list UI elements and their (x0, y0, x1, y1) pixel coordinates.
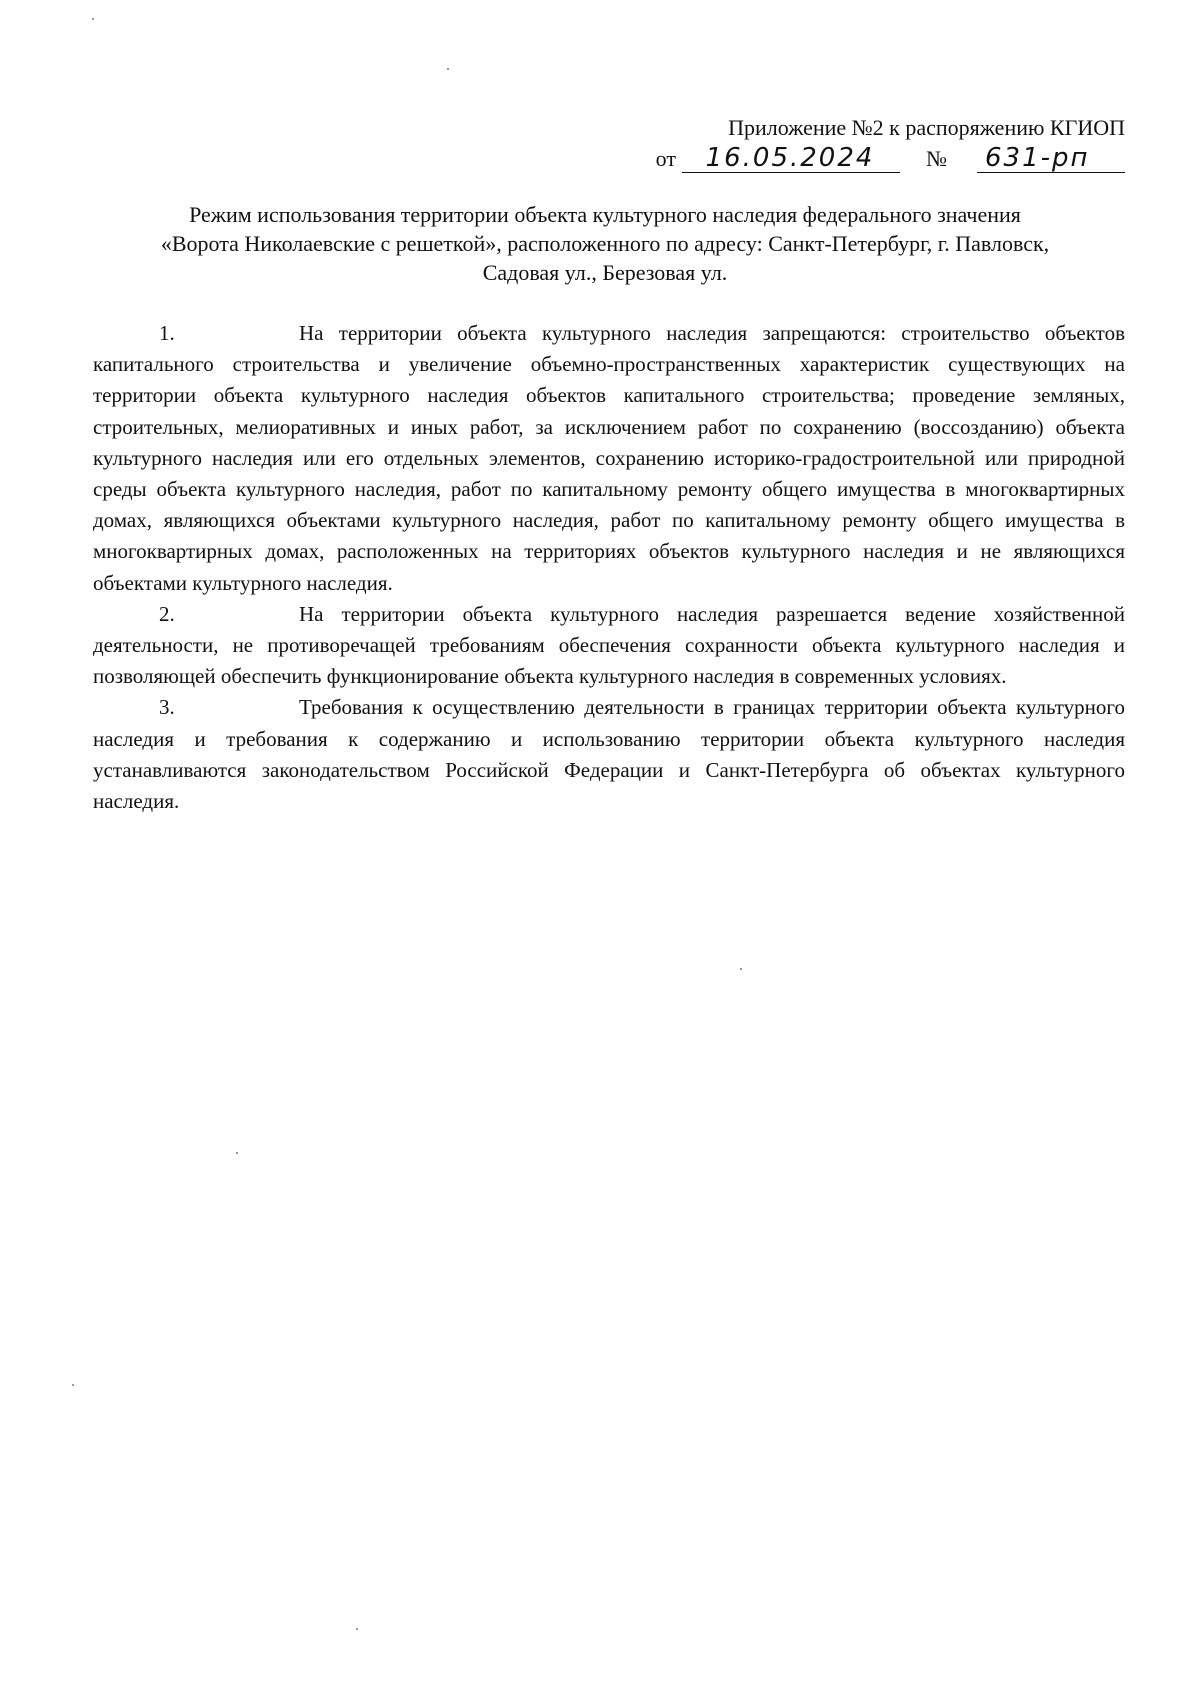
appendix-title: Приложение №2 к распоряжению КГИОП (728, 115, 1125, 140)
handwritten-number: 631-рп (977, 144, 1125, 173)
appendix-header (655, 114, 1125, 173)
scan-speck (72, 1384, 74, 1386)
title-line-1: Режим использования территории объекта культурного наследия федерального значения (189, 202, 1021, 227)
scan-speck (447, 68, 449, 70)
paragraph-number: 3. (159, 695, 175, 720)
paragraph-number: 1. (159, 321, 175, 345)
title-line-3: Садовая ул., Березовая ул. (482, 260, 728, 285)
paragraph-3 (93, 692, 1125, 817)
title-line-2: «Ворота Николаевские с решеткой», расположенного по адресу: Санкт-Петербург, г. Павловск, (160, 231, 1050, 256)
date-prefix: от (655, 146, 676, 171)
scan-speck (356, 1628, 358, 1630)
handwritten-date: 16.05.2024 (682, 144, 900, 173)
document-body (93, 318, 1125, 817)
number-prefix: № (926, 146, 947, 171)
paragraph-1 (93, 318, 1125, 599)
paragraph-text: Требования к осуществлению деятельности в границах территории объекта культурного наследия и требования к содержанию и использованию территории объекта культурного наследия устанавливаются законодательством Российской Федерации и Санкт-Петербурга об объектах культурного наследия. (93, 695, 1125, 814)
paragraph-text: На территории объекта культурного наследия разрешается ведение хозяйственной деятельности, не противоречащей требованиям обеспечения сохранности объекта культурного наследия и позволяющей обеспечить функционирование объекта культурного наследия в современных условиях. (93, 601, 1125, 689)
scan-speck (236, 1152, 238, 1154)
scan-speck (740, 968, 742, 970)
paragraph-number: 2. (159, 601, 175, 626)
paragraph-text: На территории объекта культурного наследия запрещаются: строительство объектов капитального строительства и увеличение объемно-пространственных характеристик существующих на территории объекта культурного наследия объектов капитального строительства; проведение земляных, строительных, мелиоративных и иных работ, за исключением работ по сохранению (воссозданию) объекта культурного наследия или его отдельных элементов, сохранению историко-градостроительной или природной среды объекта культурного наследия, работ по капитальному ремонту общего имущества в многоквартирных домах, являющихся объектами культурного наследия, работ по капитальному ремонту общего имущества в многоквартирных домах, расположенных на территориях объектов культурного наследия и не являющихся объектами культурного наследия. (93, 321, 1125, 595)
scan-speck (92, 18, 94, 20)
date-number-line (655, 144, 1125, 173)
document-title (90, 200, 1120, 287)
paragraph-2 (93, 599, 1125, 693)
